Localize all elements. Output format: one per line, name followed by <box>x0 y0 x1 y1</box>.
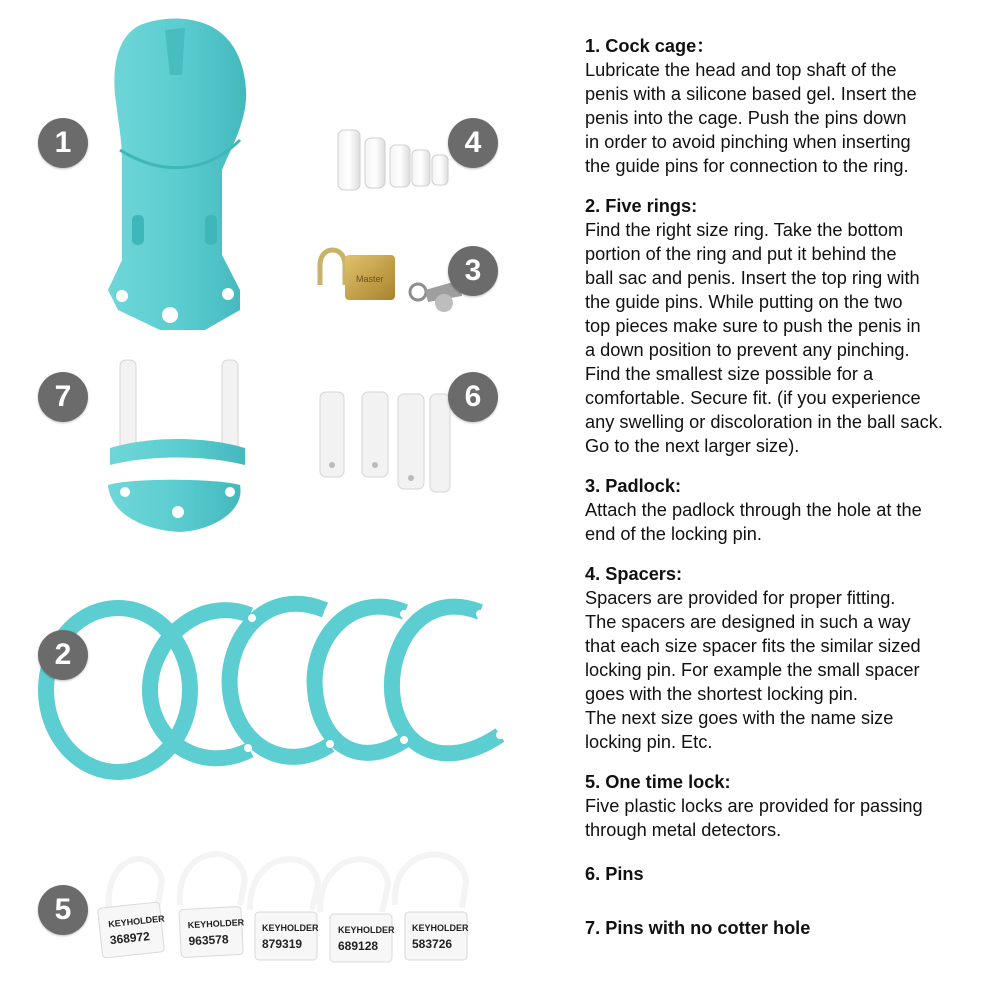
lock-1-number: 368972 <box>109 929 151 948</box>
instructions-panel <box>585 34 990 940</box>
body-line: any swelling or discoloration in the ball sack. <box>585 412 943 432</box>
body-line: Go to the next larger size). <box>585 436 800 456</box>
badge-pins: 6 <box>448 372 498 422</box>
lock-4 <box>320 859 395 962</box>
body-line: top pieces make sure to push the penis in <box>585 316 921 336</box>
section-body <box>585 498 990 546</box>
body-line: locking pin. For example the small spacer <box>585 660 920 680</box>
badge-cage: 1 <box>38 118 88 168</box>
body-line: the guide pins for connection to the ring. <box>585 156 909 176</box>
section-body <box>585 586 990 754</box>
section-title: 5. One time lock: <box>585 772 731 792</box>
section-body <box>585 58 990 178</box>
section-rings <box>585 194 990 458</box>
lock-2 <box>179 854 245 957</box>
badge-locks: 5 <box>38 885 88 935</box>
section-one-time-lock <box>585 770 990 842</box>
body-line: Attach the padlock through the hole at the <box>585 500 922 520</box>
body-line: Find the smallest size possible for a <box>585 364 874 384</box>
lock-3-number: 879319 <box>262 937 303 951</box>
lock-4-number: 689128 <box>338 939 379 953</box>
lock-3-label: KEYHOLDER <box>262 923 319 933</box>
lock-5-label: KEYHOLDER <box>412 923 469 933</box>
section-body <box>585 794 990 842</box>
five-rings <box>46 604 500 772</box>
body-line: Five plastic locks are provided for passing <box>585 796 923 816</box>
lock-1-label: KEYHOLDER <box>107 913 166 930</box>
body-line: Spacers are provided for proper fitting. <box>585 588 896 608</box>
section-pins-no-cotter-hole: 7. Pins with no cotter hole <box>585 918 811 938</box>
cock-cage <box>108 18 246 330</box>
spacers <box>338 130 448 190</box>
padlock-brand: Master <box>356 274 384 284</box>
padlock <box>320 250 462 312</box>
lock-4-label: KEYHOLDER <box>338 925 395 935</box>
body-line: penis with a silicone based gel. Insert the <box>585 84 917 104</box>
body-line: end of the locking pin. <box>585 524 762 544</box>
lock-1 <box>98 859 166 958</box>
section-spacers <box>585 562 990 754</box>
body-line: portion of the ring and put it behind the <box>585 244 897 264</box>
badge-pins-no-hole: 7 <box>38 372 88 422</box>
body-line: penis into the cage. Push the pins down <box>585 108 907 128</box>
lock-5 <box>395 855 469 960</box>
body-line: goes with the shortest locking pin. <box>585 684 858 704</box>
body-line: in order to avoid pinching when inserting <box>585 132 911 152</box>
section-title: 4. Spacers: <box>585 564 683 584</box>
section-cage <box>585 34 990 178</box>
section-title: 2. Five rings: <box>585 196 698 216</box>
body-line: Lubricate the head and top shaft of the <box>585 60 897 80</box>
body-line: that each size spacer fits the similar sized <box>585 636 921 656</box>
badge-rings: 2 <box>38 630 88 680</box>
lock-3 <box>250 859 319 960</box>
lock-2-number: 963578 <box>188 932 229 949</box>
ring-holes <box>244 608 504 752</box>
pins <box>320 392 450 492</box>
lock-5-number: 583726 <box>412 937 453 951</box>
body-line: comfortable. Secure fit. (if you experience <box>585 388 921 408</box>
body-line: Find the right size ring. Take the bottom <box>585 220 904 240</box>
section-title: 3. Padlock: <box>585 476 682 496</box>
body-line: The next size goes with the name size <box>585 708 894 728</box>
section-padlock <box>585 474 990 546</box>
section-title: 1. Cock cage： <box>585 36 715 56</box>
body-line: ball sac and penis. Insert the top ring with <box>585 268 920 288</box>
badge-spacers: 4 <box>448 118 498 168</box>
pins-no-cotter-hole <box>108 360 245 532</box>
body-line: through metal detectors. <box>585 820 782 840</box>
body-line: locking pin. Etc. <box>585 732 713 752</box>
section-body <box>585 218 990 458</box>
body-line: a down position to prevent any pinching. <box>585 340 910 360</box>
body-line: the guide pins. While putting on the two <box>585 292 903 312</box>
section-pins: 6. Pins <box>585 864 644 884</box>
lock-2-label: KEYHOLDER <box>187 917 245 931</box>
badge-padlock: 3 <box>448 246 498 296</box>
body-line: The spacers are designed in such a way <box>585 612 911 632</box>
one-time-locks <box>98 854 469 962</box>
